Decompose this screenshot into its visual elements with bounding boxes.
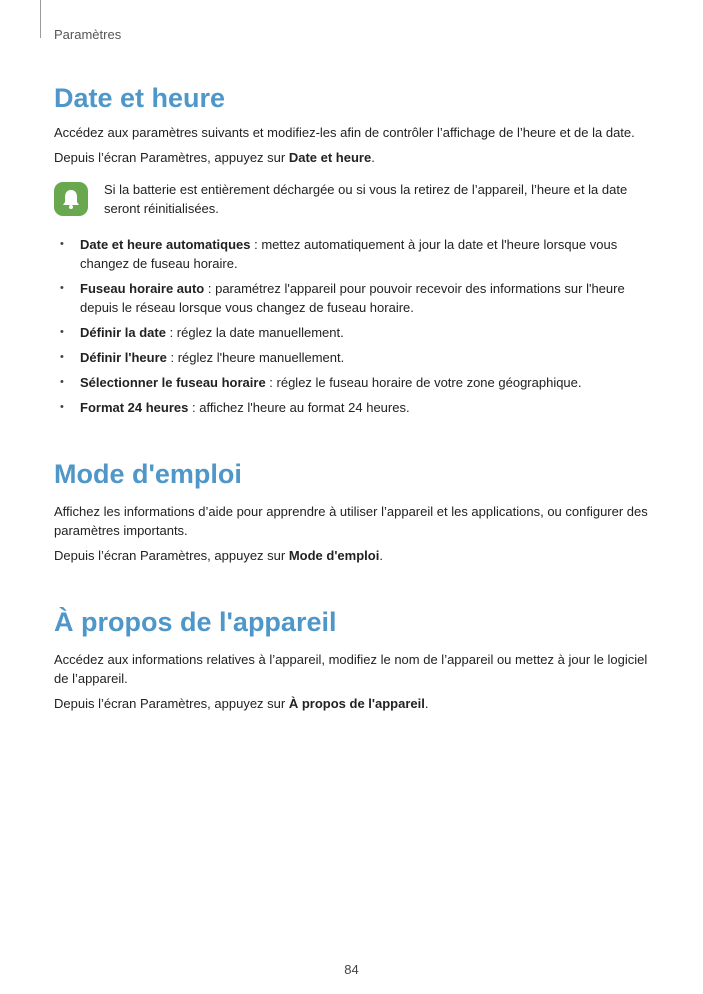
path-suffix: . xyxy=(424,696,429,711)
item-term: Sélectionner le fuseau horaire xyxy=(80,375,266,390)
list-item xyxy=(54,323,654,342)
path-suffix: . xyxy=(379,548,383,563)
section-title-date-time: Date et heure xyxy=(54,83,226,113)
list-item xyxy=(54,398,654,417)
section-title-about-device: À propos de l'appareil xyxy=(54,607,337,637)
item-term: Date et heure automatiques xyxy=(80,237,251,252)
path-menu-about: À propos de l'appareil xyxy=(288,696,425,711)
item-desc: : mettez automatiquement à jour la date et l'heure lorsque vous changez de fuseau horaire. xyxy=(80,237,618,271)
list-item xyxy=(54,279,654,317)
options-list xyxy=(54,235,654,417)
path-prefix: Depuis l’écran Paramètres, appuyez sur xyxy=(54,548,289,563)
section-about-device xyxy=(54,606,654,713)
user-manual-path xyxy=(54,546,654,565)
item-desc: : paramétrez l'appareil pour pouvoir recevoir des informations sur l'heure depuis le réseau lorsque vous changez de fuseau horaire. xyxy=(80,281,625,315)
page-number: 84 xyxy=(344,962,359,977)
item-desc: : réglez la date manuellement. xyxy=(165,325,344,340)
date-time-path xyxy=(54,148,654,167)
running-header: Paramètres xyxy=(54,27,122,42)
item-term: Définir l'heure xyxy=(80,350,167,365)
date-time-intro: Accédez aux paramètres suivants et modifiez-les afin de contrôler l’affichage de l’heure et de la date. xyxy=(54,125,635,140)
item-term: Fuseau horaire auto xyxy=(80,281,205,296)
about-intro: Accédez aux informations relatives à l’appareil, modifiez le nom de l’appareil ou mettez à jour le logiciel de l’appareil. xyxy=(54,652,648,686)
path-suffix: . xyxy=(371,150,375,165)
header-rule xyxy=(40,0,41,38)
path-prefix: Depuis l’écran Paramètres, appuyez sur xyxy=(54,150,289,165)
about-path xyxy=(54,694,654,713)
path-prefix: Depuis l’écran Paramètres, appuyez sur xyxy=(54,696,289,711)
item-term: Définir la date xyxy=(80,325,166,340)
item-term: Format 24 heures xyxy=(80,400,189,415)
date-time-options xyxy=(54,235,654,423)
section-title-user-manual: Mode d'emploi xyxy=(54,459,242,489)
path-menu-date-time: Date et heure xyxy=(288,150,372,165)
bell-icon xyxy=(54,182,88,216)
section-date-time xyxy=(54,82,654,167)
item-desc: : réglez l'heure manuellement. xyxy=(166,350,345,365)
user-manual-intro: Affichez les informations d’aide pour apprendre à utiliser l’appareil et les applications, ou configurer des paramètres importants. xyxy=(54,504,648,538)
path-menu-user-manual: Mode d'emploi xyxy=(288,548,380,563)
list-item xyxy=(54,235,654,273)
item-desc: : affichez l'heure au format 24 heures. xyxy=(188,400,410,415)
list-item xyxy=(54,348,654,367)
item-desc: : réglez le fuseau horaire de votre zone géographique. xyxy=(265,375,582,390)
section-user-manual xyxy=(54,458,654,565)
note-text: Si la batterie est entièrement déchargée ou si vous la retirez de l’appareil, l’heure et la date seront réinitialisées. xyxy=(104,182,628,216)
list-item xyxy=(54,373,654,392)
